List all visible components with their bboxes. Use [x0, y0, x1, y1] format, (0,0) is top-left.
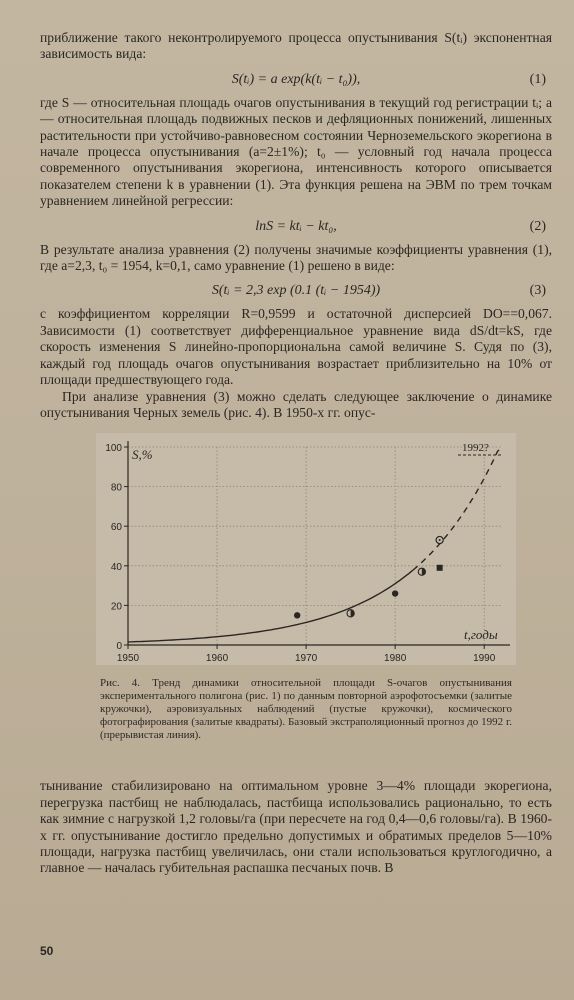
y-tick-label: 100 [105, 443, 122, 455]
x-axis-label: t,годы [464, 627, 498, 643]
forecast-annotation: 1992? [462, 442, 489, 455]
equation-1-number: (1) [529, 71, 546, 87]
y-tick-label: 40 [110, 562, 122, 574]
y-tick-label: 0 [116, 641, 122, 653]
y-tick-label: 80 [110, 482, 122, 494]
x-tick-label: 1960 [205, 653, 229, 665]
equation-1 [40, 71, 552, 89]
x-tick-label: 1990 [473, 653, 496, 665]
equation-1-text: S(tᵢ) = a exp(k(tᵢ − t₀)), [231, 71, 361, 87]
x-tick-label: 1970 [294, 653, 318, 665]
page-number: 50 [40, 944, 54, 958]
equation-2 [40, 218, 552, 236]
paragraph-correlation: с коэффициентом корреляции R=0,9599 и остаточной дисперсией DO==0,067. Зависимости (1) соответствует дифференциальное уравнение вида dS/dt=kS, где скорость изменения S линейно-пропорциональна самой величине S. Судя по (3), каждый год площадь очагов опустынивания возрастает приблизительно на 10% от площади предшествующего года. [40, 306, 552, 388]
equation-3-number: (3) [529, 283, 546, 299]
figure-caption: Рис. 4. Тренд динамики относительной площади S-очагов опустынивания экспериментального полигона (рис. 1) по данным повторной аэрофотосъемки (залитые кружочки), аэровизуальных наблюдений (пустые кружочки), космического фотографирования (залитые квадраты). Базовый экстраполяционный прогноз до 1992 г. (прерывистая линия). [100, 677, 512, 742]
equation-3-text: S(tᵢ = 2,3 exp (0.1 (tᵢ − 1954)) [211, 283, 381, 299]
paragraph-analysis: При анализе уравнения (3) можно сделать следующее заключение о динамике опустынивания Черных земель (рис. 4). В 1950-х гг. опус- [40, 388, 552, 420]
x-tick-label: 1950 [116, 653, 140, 665]
paragraph-results: В результате анализа уравнения (2) получены значимые коэффициенты уравнения (1), где a=2,3, t₀ = 1954, k=0,1, само уравнение (1) решено в виде: [40, 241, 552, 274]
point-filled-circle [294, 612, 300, 618]
figure-4 [40, 433, 552, 742]
y-tick-label: 20 [110, 601, 122, 613]
equation-2-number: (2) [529, 218, 546, 234]
equation-2-text: lnS = ktᵢ − kt₀, [255, 218, 337, 234]
trend-chart [40, 433, 552, 673]
point-open-circle-dot [439, 539, 441, 541]
paragraph-definitions: где S — относительная площадь очагов опустынивания в текущий год регистрации tᵢ; a — относительная площадь подвижных песков и дефляционных понижений, лишенных растительности при устойчиво-равновесном состоянии Черноземельского экорегиона в начале процесса опустынивания (a=2±1%); t₀ — условный год начала процесса современного опустынивания экорегиона, интенсивность которого описывается показателем степени k в уравнении (1). Эта функция решена на ЭВМ по трем точкам уравнением линейной регрессии: [40, 94, 552, 209]
y-tick-label: 60 [110, 522, 122, 534]
point-filled-circle [392, 591, 398, 597]
paragraph-continuation: тынивание стабилизировано на оптимальном уровне 3—4% площади экорегиона, перегрузка пастбищ не наблюдалась, пастбища использовались рационально, то есть как зимние с нагрузкой 1,2 головы/га (при пересчете на год 0,4—0,6 головы/га). В 1960-х гг. опустынивание достигло предельно допустимых и обратимых пределов 5—10% площади, нагрузка пастбищ увеличилась, они стали использоваться круглогодично, а главное — началась губительная распашка песчаных почв. В [40, 778, 552, 876]
paragraph-intro: приближение такого неконтролируемого процесса опустынивания S(tᵢ) экспонентная зависимость вида: [40, 30, 552, 62]
y-axis-label: S,% [132, 447, 153, 463]
point-filled-square [437, 565, 443, 571]
x-tick-label: 1980 [384, 653, 407, 665]
equation-3 [40, 282, 552, 300]
